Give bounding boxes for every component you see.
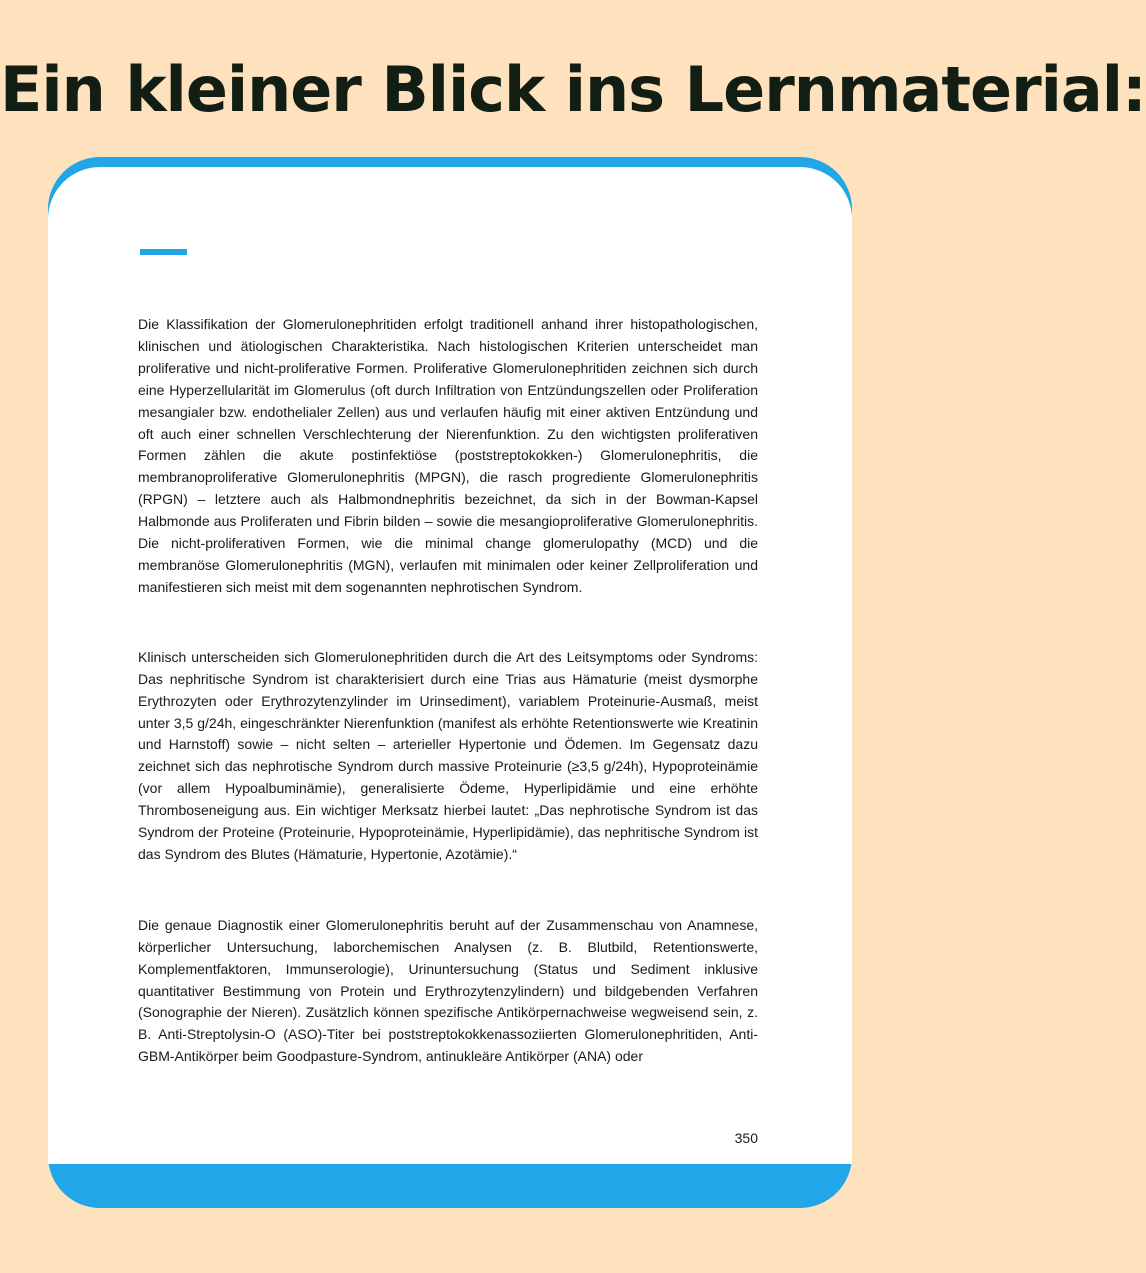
document-page	[48, 167, 852, 1164]
paragraph-clinical-syndromes: Klinisch unterscheiden sich Glomerulonephritiden durch die Art des Leitsymptoms oder Syndroms: Das nephritische Syndrom ist charakterisiert durch eine Trias aus Hämaturie (meist dysmorphe Erythrozyten oder Erythrozytenzylinder im Urinsediment), variablem Proteinurie-Ausmaß, meist unter 3,5 g/24h, eingeschränkter Nierenfunktion (manifest als erhöhte Retentionswerte wie Kreatinin und Harnstoff) sowie – nicht selten – arterieller Hypertonie und Ödemen. Im Gegensatz dazu zeichnet sich das nephrotische Syndrom durch massive Proteinurie (≥3,5 g/24h), Hypoproteinämie (vor allem Hypoalbuminämie), generalisierte Ödeme, Hyperlipidämie und eine erhöhte Thromboseneigung aus. Ein wichtiger Merksatz hierbei lautet: „Das nephrotische Syndrom ist das Syndrom der Proteine (Proteinurie, Hypoproteinämie, Hyperlipidämie), das nephritische Syndrom ist das Syndrom des Blutes (Hämaturie, Hypertonie, Azotämie).“	[138, 648, 758, 862]
section-accent-bar	[140, 249, 187, 255]
page-headline: Ein kleiner Blick ins Lernmaterial:	[0, 53, 1146, 126]
document-card	[48, 157, 852, 1208]
paragraph-diagnostics: Die genaue Diagnostik einer Glomerulonephritis beruht auf der Zusammenschau von Anamnese, körperlicher Untersuchung, laborchemischen Analysen (z. B. Blutbild, Retentionswerte, Komplementfaktoren, Immunserologie), Urinuntersuchung (Status und Sediment inklusive quantitativer Bestimmung von Protein und Erythrozytenzylindern) und bildgebenden Verfahren (Sonographie der Nieren). Zusätzlich können spezifische Antikörpernachweise wegweisend sein, z. B. Anti-Streptolysin-O (ASO)-Titer bei poststreptokokkenassoziierten Glomerulonephritiden, Anti-GBM-Antikörper beim Goodpasture-Syndrom, antinukleäre Antikörper (ANA) oder	[138, 916, 758, 1065]
page-number: 350	[734, 1130, 758, 1146]
paragraph-classification: Die Klassifikation der Glomerulonephritiden erfolgt traditionell anhand ihrer histopathologischen, klinischen und ätiologischen Charakteristika. Nach histologischen Kriterien unterscheidet man proliferative und nicht-proliferative Formen. Proliferative Glomerulonephritiden zeichnen sich durch eine Hyperzellularität im Glomerulus (oft durch Infiltration von Entzündungszellen oder Proliferation mesangialer bzw. endothelialer Zellen) aus und verlaufen häufig mit einer aktiven Entzündung und oft auch einer schnellen Verschlechterung der Nierenfunktion. Zu den wichtigsten proliferativen Formen zählen die akute postinfektiöse (poststreptokokken-) Glomerulonephritis, die membranoproliferative Glomerulonephritis (MPGN), die rasch progrediente Glomerulonephritis (RPGN) – letztere auch als Halbmondnephritis bezeichnet, da sich in der Bowman-Kapsel Halbmonde aus Proliferaten und Fibrin bilden – sowie die mesangioproliferative Glomerulonephritis. Die nicht-proliferativen Formen, wie die minimal change glomerulopathy (MCD) und die membranöse Glomerulonephritis (MGN), verlaufen mit minimalen oder keiner Zellproliferation und manifestieren sich meist mit dem sogenannten nephrotischen Syndrom.	[138, 316, 758, 595]
document-body	[138, 314, 758, 1068]
